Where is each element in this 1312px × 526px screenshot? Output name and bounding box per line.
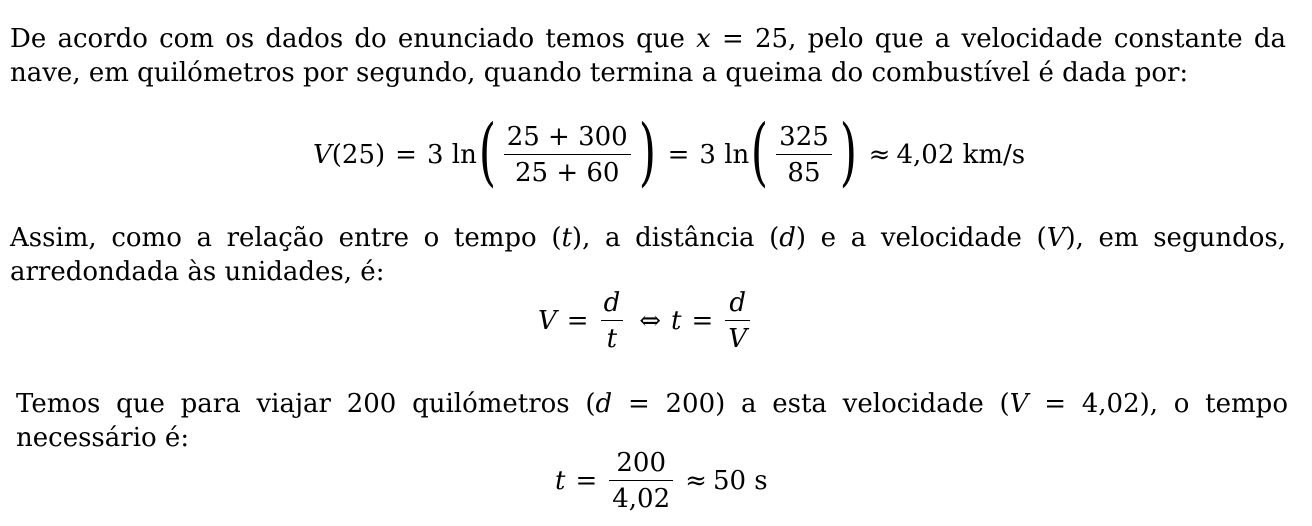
eq1-result: 4,02 km/s	[896, 140, 1026, 170]
eq3-fraction-denominator: 4,02	[612, 484, 671, 514]
eq2-fraction-1-denominator: t	[606, 324, 618, 354]
eq1-fraction-2-numerator: 325	[779, 122, 829, 152]
fraction-bar	[776, 154, 832, 155]
eq3-fraction	[609, 448, 673, 514]
equation-time-result	[555, 445, 768, 517]
eq1-lhs-function: V	[313, 140, 332, 170]
fraction-bar	[601, 320, 624, 321]
paragraph-intro-text-a: De acordo com os dados do enunciado temos que	[10, 24, 697, 54]
paragraph-intro	[10, 22, 1286, 90]
eq2-fraction-1-numerator: d	[603, 288, 621, 318]
eq1-coefficient-2: 3 ln	[699, 140, 750, 170]
math-variable-d: d	[595, 389, 613, 419]
eq1-right-paren-2: )	[839, 109, 857, 195]
math-x-value: = 25	[710, 24, 789, 54]
eq1-coefficient-1: 3 ln	[426, 140, 477, 170]
eq3-variable-t: t	[555, 466, 566, 496]
eq1-left-paren-2: (	[751, 109, 769, 195]
eq3-equals-sign: =	[575, 466, 598, 496]
paragraph-travel-text-a: Temos que para viajar 200 quilómetros (	[16, 389, 596, 419]
eq2-fraction-2-numerator: d	[729, 288, 746, 318]
eq3-approx-sign: ≈	[685, 466, 707, 496]
paragraph-travel-text-c: ), o tempo necessário é:	[16, 389, 1288, 453]
eq3-fraction-numerator: 200	[616, 448, 667, 478]
equation-time-relation	[538, 285, 756, 357]
math-d-value: = 200	[612, 389, 716, 419]
eq2-equals-sign: =	[566, 306, 589, 336]
eq1-approx-sign: ≈	[868, 140, 891, 170]
paragraph-relation-text-b: ), a distância (	[571, 223, 780, 253]
math-variable-x: x	[696, 24, 711, 54]
eq1-lhs-argument: (25)	[331, 140, 386, 170]
eq2-iff-sign: ⇔	[639, 306, 662, 336]
eq1-fraction-1-numerator: 25 + 300	[506, 122, 628, 152]
eq1-fraction-2-denominator: 85	[787, 158, 821, 188]
math-variable-d: d	[779, 223, 796, 253]
paragraph-intro-text-b: , pelo que a velocidade constante da nave, em quilómetros por segundo, quando termina a queima do combustível é dada por:	[10, 24, 1287, 88]
math-variable-t: t	[561, 223, 572, 253]
eq2-variable-t: t	[671, 306, 682, 336]
fraction-bar	[504, 154, 631, 155]
paragraph-travel-text-b: ) a esta velocidade (	[715, 389, 1010, 419]
equation-velocity	[313, 109, 1026, 198]
math-variable-v: V	[1009, 389, 1029, 419]
math-variable-v: V	[1046, 223, 1066, 253]
paragraph-relation-text-c: ) e a velocidade (	[795, 223, 1047, 253]
paragraph-relation	[10, 221, 1286, 289]
eq1-fraction-1-denominator: 25 + 60	[514, 158, 620, 188]
paragraph-relation-text-a: Assim, como a relação entre o tempo (	[10, 223, 562, 253]
math-v-value: = 4,02	[1028, 389, 1140, 419]
eq2-fraction-1	[601, 288, 624, 354]
paragraph-relation-text-d: ), em segundos, arredondada às unidades, é:	[10, 223, 1286, 287]
eq1-right-paren-1: )	[638, 109, 656, 195]
eq1-left-paren-1: (	[478, 109, 496, 195]
eq2-fraction-2	[725, 288, 750, 354]
eq2-equals-sign-2: =	[691, 306, 714, 336]
eq2-variable-v: V	[538, 306, 557, 336]
eq1-fraction-1	[504, 122, 631, 188]
eq1-equals-sign-2: =	[667, 140, 690, 170]
fraction-bar	[725, 320, 750, 321]
eq1-equals-sign: =	[395, 140, 417, 170]
fraction-bar	[609, 480, 673, 481]
eq2-fraction-2-denominator: V	[728, 324, 748, 354]
eq1-fraction-2	[776, 122, 832, 188]
eq3-result: 50 s	[712, 466, 768, 496]
